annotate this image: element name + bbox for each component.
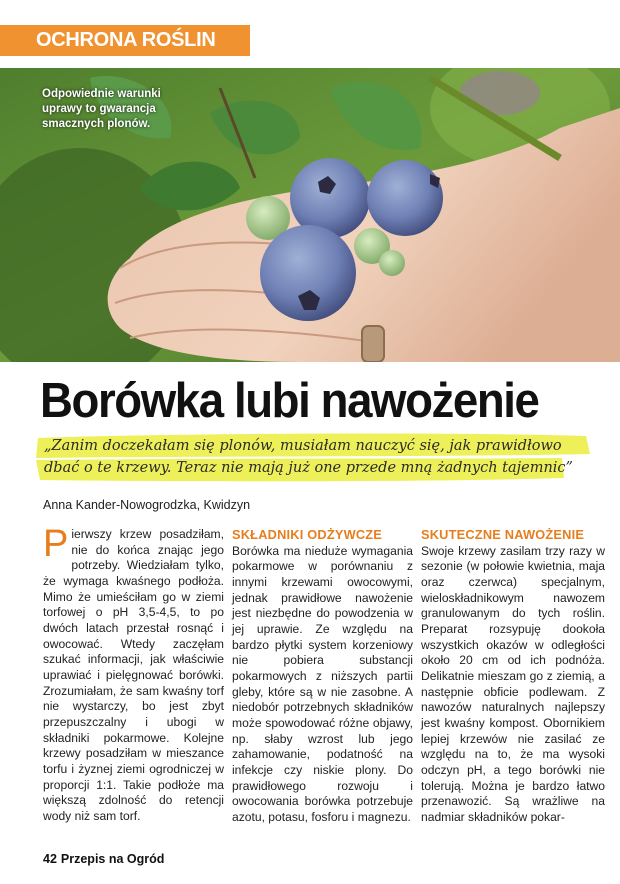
article-column-3 [421,527,605,825]
author-byline: Anna Kander-Nowogrodzka, Kwidzyn [43,498,251,512]
lead-quote [34,432,592,484]
article-title: Borówka lubi nawożenie [40,374,539,428]
article-column-1 [43,523,224,824]
photo-caption: Odpowiednie warunki uprawy to gwarancja smacznych plonów. [42,88,161,130]
page-number: 42 [43,852,57,866]
page-footer [43,852,164,866]
column-3-text: Swoje krzewy zasilam trzy razy w sezonie (w połowie kwietnia, maja oraz czerwca) specjalnym, wieloskładnikowym nawozem granulowanym do tych roślin. Preparat rozsypuję dookoła wszystkich okazów w odległości około 20 cm od ich podnóża. Delikatnie mieszam go z ziemią, a następnie obficie podlewam. Z nawozów naturalnych najlepszy jest kwaśny kompost. Obornikiem lepiej krzewów nie zasilać ze względu na to, że ma wysoki odczyn pH, a tego borówki nie tolerują. Można je bardzo łatwo przenawozić. Są wrażliwe na nadmiar składników pokar- [421,543,605,824]
column-2-text: Borówka ma nieduże wymagania pokarmowe w porównaniu z innymi krzewami owocowymi, jednak prawidłowe nawożenie jest niezbędne do powodzenia w jej uprawie. Ze względu na bardzo płytki system korzeniowy nie pobiera substancji pokarmowych z niższych partii gleby, które są w nie zasobne. A niedobór potrzebnych składników może spowodować różne objawy, np. słaby wzrost lub jego zahamowanie, podatność na infekcje czy niskie plony. Do prawidłowego rozwoju i owocowania borówka potrzebuje azotu, potasu, fosforu i magnezu. [232,543,413,824]
column-3-heading: SKUTECZNE NAWOŻENIE [421,527,585,542]
column-1-text: ierwszy krzew posadziłam, nie do końca znając jego potrzeby. Wiedziałam tylko, że wymaga kwaśnego podłoża. Mimo że umieściłam go w ziemi torfowej o pH 3,5-4,5, to po dwóch latach przestał rosnąć i owocować. Wtedy zaczęłam szukać informacji, jak właściwie uprawiać i pielęgnować borówki. Zrozumiałam, że sam kwaśny torf nie wystarczy, bo jest zbyt przepuszczalny i ubogi w składniki pokarmowe. Kolejne krzewy posadziłam w mieszance torfu i żyznej ziemi ogrodniczej w proporcji 1:1. Takie podłoże ma większą zdolność do retencji wody niż sam torf. [43,527,224,823]
quote-text: „Zanim doczekałam się plonów, musiałam nauczyć się, jak prawidłowo dbać o te krzewy. Teraz nie mają już one przede mną żadnych tajemnic” [44,438,573,476]
section-label: OCHRONA ROŚLIN [0,25,250,56]
drop-cap: P [43,523,69,565]
magazine-name: Przepis na Ogród [60,852,165,866]
article-column-2 [232,527,413,825]
column-2-heading: SKŁADNIKI ODŻYWCZE [232,527,383,542]
